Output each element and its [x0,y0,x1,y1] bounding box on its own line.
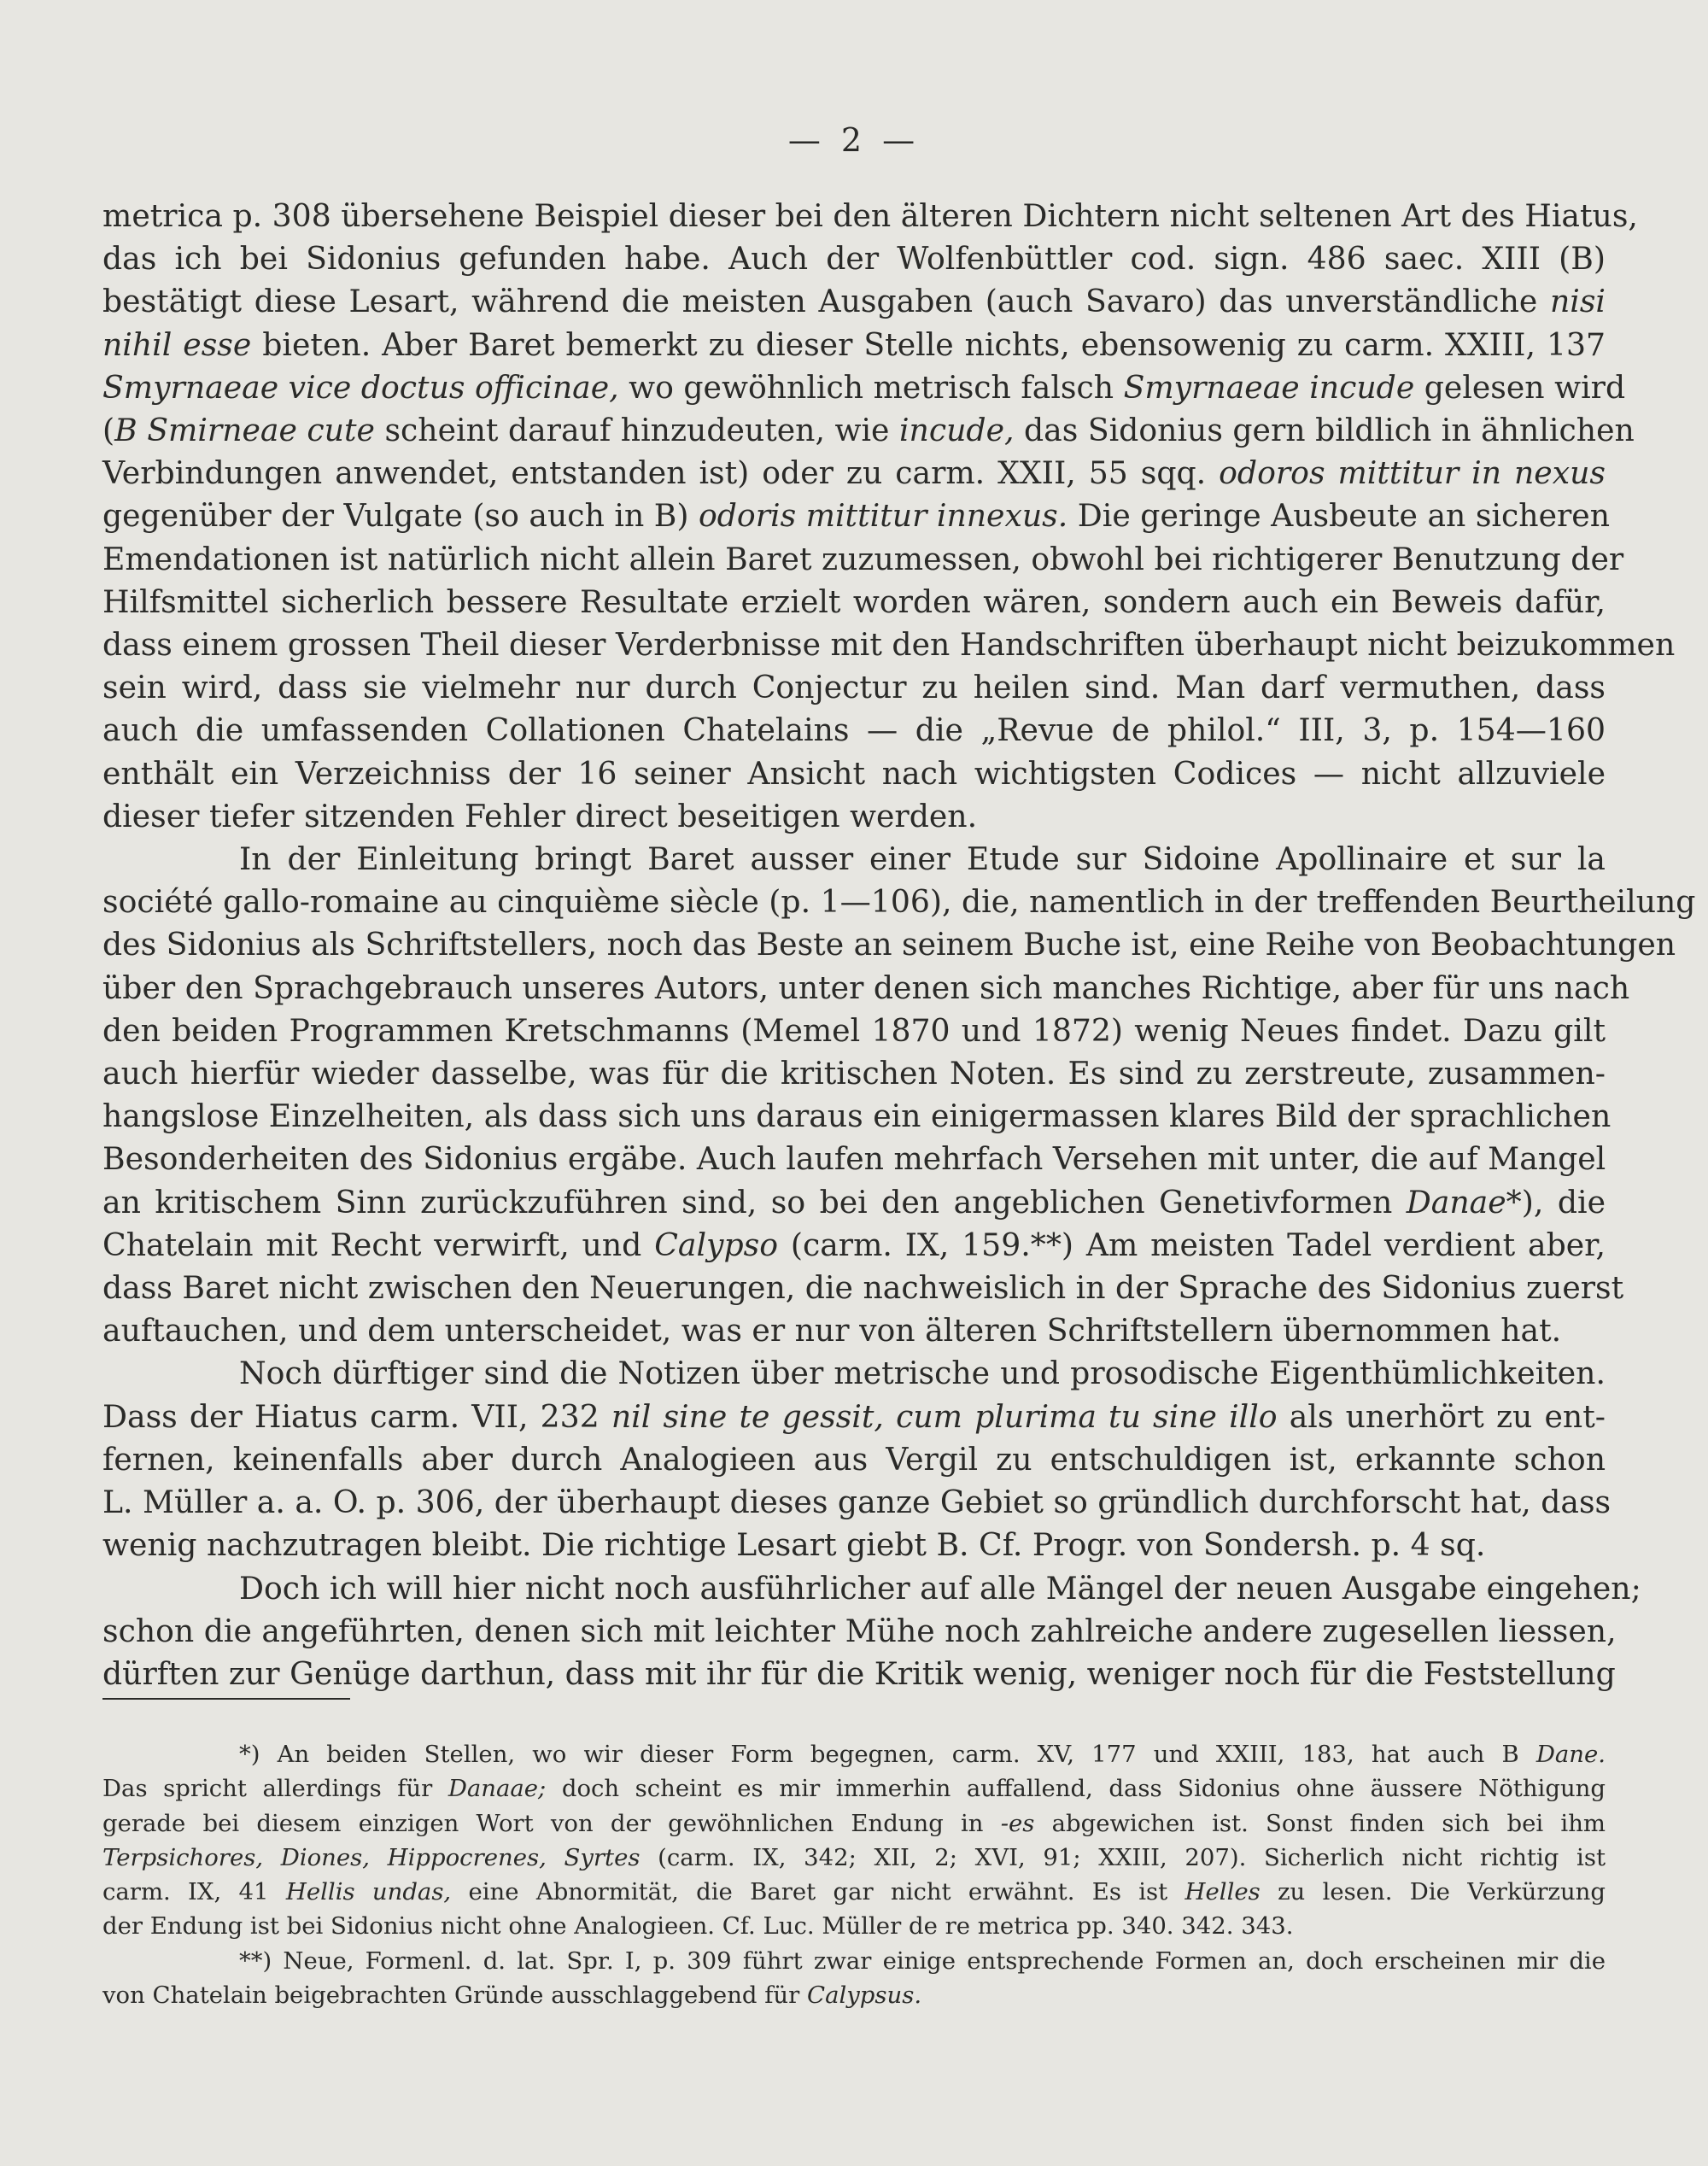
text-line [102,280,1606,323]
text-run: *), die [1506,1183,1606,1221]
footnote-line [102,1737,1606,1771]
text-run: scheint darauf hinzudeuten, wie [374,412,899,449]
text-run: dass einem grossen Theil dieser Verderbnisse mit den Handschriften überhaupt nicht beizukommen [102,626,1676,664]
main-text [102,195,1696,1695]
text-run: Verbindungen anwendet, entstanden ist) oder zu carm. XXII, 55 sqq. [102,454,1220,492]
text-line [102,623,1676,666]
text-line [102,795,1606,838]
text-run: über den Sprachgebrauch unseres Autors, unter denen sich manches Richtige, aber für uns nach [102,969,1630,1006]
text-run: das Sidonius gern bildlich in ähnlichen [1014,412,1635,449]
italic-text: Smyrnaeae incude [1123,368,1415,406]
text-run: auftauchen, und dem unterscheidet, was er nur von älteren Schriftstellern übernommen hat. [102,1312,1562,1349]
text-line [102,538,1624,581]
italic-text: Helles [1184,1878,1261,1906]
text-run: *) An beiden Stellen, wo wir dieser Form begegnen, carm. XV, 177 und XXIII, 183, hat auch B [239,1741,1536,1768]
text-run: enthält ein Verzeichniss der 16 seiner Ansicht nach wichtigsten Codices — nicht allzuviele [102,754,1606,792]
italic-text: Terpsichores, Diones, Hippocrenes, Syrtes [102,1843,640,1871]
text-run: Hilfsmittel sicherlich bessere Resultate erzielt worden wären, sondern auch ein Beweis dafür, [102,582,1606,620]
text-run: dürften zur Genüge darthun, dass mit ihr für die Kritik wenig, weniger noch für die Feststellung [102,1654,1616,1692]
footnote-line [102,1944,1606,1978]
text-run: hangslose Einzelheiten, als dass sich uns daraus ein einigermassen klares Bild der sprachlichen [102,1098,1611,1135]
text-run: Dass der Hiatus carm. VII, 232 [102,1397,611,1435]
text-run: In der Einleitung bringt Baret ausser einer Etude sur Sidoine Apollinaire et sur la [239,840,1606,878]
text-line [102,1224,1606,1267]
text-run: gegenüber der Vulgate (so auch in B) [102,497,699,535]
footnote-line [102,1909,1606,1943]
text-run: wenig nachzutragen bleibt. Die richtige Lesart giebt B. Cf. Progr. von Sondersh. p. 4 sq. [102,1526,1486,1564]
text-line [102,1181,1606,1224]
text-run: doch scheint es mir immerhin auffallend, dass Sidonius ohne äussere Nöthigung [546,1775,1606,1803]
text-line [102,967,1630,1010]
text-line [102,237,1606,280]
text-line [102,1396,1606,1438]
text-run: der Endung ist bei Sidonius nicht ohne Analogieen. Cf. Luc. Müller de re metrica pp. 340. 342. 343. [102,1912,1294,1941]
footnote-line [102,1841,1606,1875]
italic-text: Hellis undas, [285,1878,452,1906]
text-line [102,452,1606,495]
text-line [102,1138,1606,1180]
text-run: Besonderheiten des Sidonius ergäbe. Auch laufen mehrfach Versehen mit unter, die auf Mangel [102,1140,1606,1178]
text-run: Noch dürftiger sind die Notizen über metrische und prosodische Eigenthümlichkeiten. [239,1355,1606,1392]
text-run: metrica p. 308 übersehene Beispiel dieser bei den älteren Dichtern nicht seltenen Art des Hiatus, [102,197,1638,234]
italic-text: incude, [898,412,1015,449]
text-run: fernen, keinenfalls aber durch Analogieen aus Vergil zu entschuldigen ist, erkannte schon [102,1440,1606,1478]
italic-text: Dane. [1535,1741,1606,1768]
italic-text: nihil esse [102,325,252,363]
text-line [102,1524,1606,1566]
text-line [102,1309,1606,1352]
text-run: Die geringe Ausbeute an sicheren [1068,497,1611,535]
text-run: société gallo-romaine au cinquième siècle (p. 1—106), die, namentlich in der treffenden Beurtheilung [102,883,1696,921]
text-line [102,1438,1606,1481]
text-line [102,1095,1611,1138]
text-run: als unerhört zu ent- [1277,1397,1606,1435]
text-run: bestätigt diese Lesart, während die meisten Ausgaben (auch Savaro) das unverständliche [102,283,1550,320]
italic-text: nisi [1549,283,1606,320]
italic-text: -es [1000,1809,1035,1837]
text-run: gerade bei diesem einzigen Wort von der gewöhnlichen Endung in [102,1809,1001,1837]
text-line [102,1610,1617,1653]
text-run: wo gewöhnlich metrisch falsch [618,368,1124,406]
italic-text: odoris mittitur innexus. [698,497,1068,535]
text-run: (carm. IX, 342; XII, 2; XVI, 91; XXIII, 207). Sicherlich nicht richtig ist [640,1843,1606,1871]
text-line [102,923,1676,966]
text-line [102,709,1606,752]
text-line [102,324,1606,366]
italic-text: Calypsus. [807,1982,922,2010]
text-line [102,881,1696,923]
text-line [102,1010,1606,1052]
footnote-line [102,1978,1606,2012]
italic-text: Danae [1406,1183,1506,1221]
text-line [102,838,1606,881]
text-run: von Chatelain beigebrachten Gründe ausschlaggebend für [102,1982,808,2010]
footnote-line [102,1806,1606,1841]
footnote-line [102,1771,1606,1806]
text-run: Das spricht allerdings für [102,1775,448,1803]
text-run: abgewichen ist. Sonst finden sich bei ihm [1034,1809,1606,1837]
text-line [102,666,1606,709]
text-run: gelesen wird [1414,368,1626,406]
text-run: den beiden Programmen Kretschmanns (Memel 1870 und 1872) wenig Neues findet. Dazu gilt [102,1011,1606,1049]
text-line [102,1653,1616,1695]
page-number: — 2 — [787,121,921,159]
text-run: L. Müller a. a. O. p. 306, der überhaupt dieses ganze Gebiet so gründlich durchforscht hat, dass [102,1484,1611,1521]
text-run: bieten. Aber Baret bemerkt zu dieser Stelle nichts, ebensowenig zu carm. XXIII, 137 [251,325,1606,363]
text-line [102,1352,1606,1395]
text-run: das ich bei Sidonius gefunden habe. Auch der Wolfenbüttler cod. sign. 486 saec. XIII (B) [102,240,1606,278]
text-run: **) Neue, Formenl. d. lat. Spr. I, p. 309 führt zwar einige entsprechende Formen an, doch erscheinen mir die [239,1946,1606,1975]
text-run: Doch ich will hier nicht noch ausführlicher auf alle Mängel der neuen Ausgabe eingehen; [239,1569,1641,1607]
text-line [102,1267,1624,1309]
text-run: schon die angeführten, denen sich mit leichter Mühe noch zahlreiche andere zugesellen liessen, [102,1612,1617,1649]
text-run: des Sidonius als Schriftstellers, noch das Beste an seinem Buche ist, eine Reihe von Beobachtungen [102,926,1676,963]
text-line [102,195,1638,237]
footnote-separator [102,1698,350,1700]
text-run: carm. IX, 41 [102,1878,286,1906]
text-run: auch die umfassenden Collationen Chatelains — die „Revue de philol.“ III, 3, p. 154—160 [102,711,1606,749]
text-run: dass Baret nicht zwischen den Neuerungen, die nachweislich in der Sprache des Sidonius zuerst [102,1269,1624,1307]
footnote-line [102,1875,1606,1909]
text-line [102,409,1635,452]
text-run: dieser tiefer sitzenden Fehler direct beseitigen werden. [102,797,978,834]
text-line [102,752,1606,795]
text-run: Chatelain mit Recht verwirft, und [102,1226,655,1263]
italic-text: Calypso [654,1226,778,1263]
text-run: zu lesen. Die Verkürzung [1260,1878,1606,1906]
text-line [102,581,1606,623]
text-run: ( [102,412,115,449]
italic-text: B Smirneae cute [114,412,375,449]
italic-text: Smyrnaeae vice doctus officinae, [102,368,619,406]
text-run: (carm. IX, 159.**) Am meisten Tadel verdient aber, [778,1226,1606,1263]
text-line [102,495,1611,537]
text-line [102,366,1626,409]
text-line [102,1567,1641,1610]
text-run: auch hierfür wieder dasselbe, was für die kritischen Noten. Es sind zu zerstreute, zusammen- [102,1055,1606,1092]
text-run: eine Abnormität, die Baret gar nicht erwähnt. Es ist [451,1878,1185,1906]
italic-text: nil sine te gessit, cum plurima tu sine illo [611,1397,1278,1435]
text-line [102,1481,1611,1524]
text-run: sein wird, dass sie vielmehr nur durch Conjectur zu heilen sind. Man darf vermuthen, dass [102,669,1606,706]
text-line [102,1052,1606,1095]
italic-text: Danaae; [447,1775,547,1803]
italic-text: odoros mittitur in nexus [1219,454,1606,492]
text-run: an kritischem Sinn zurückzuführen sind, so bei den angeblichen Genetivformen [102,1183,1407,1221]
text-run: Emendationen ist natürlich nicht allein Baret zuzumessen, obwohl bei richtigerer Benutzung der [102,540,1624,577]
footnotes [102,1737,1606,2012]
